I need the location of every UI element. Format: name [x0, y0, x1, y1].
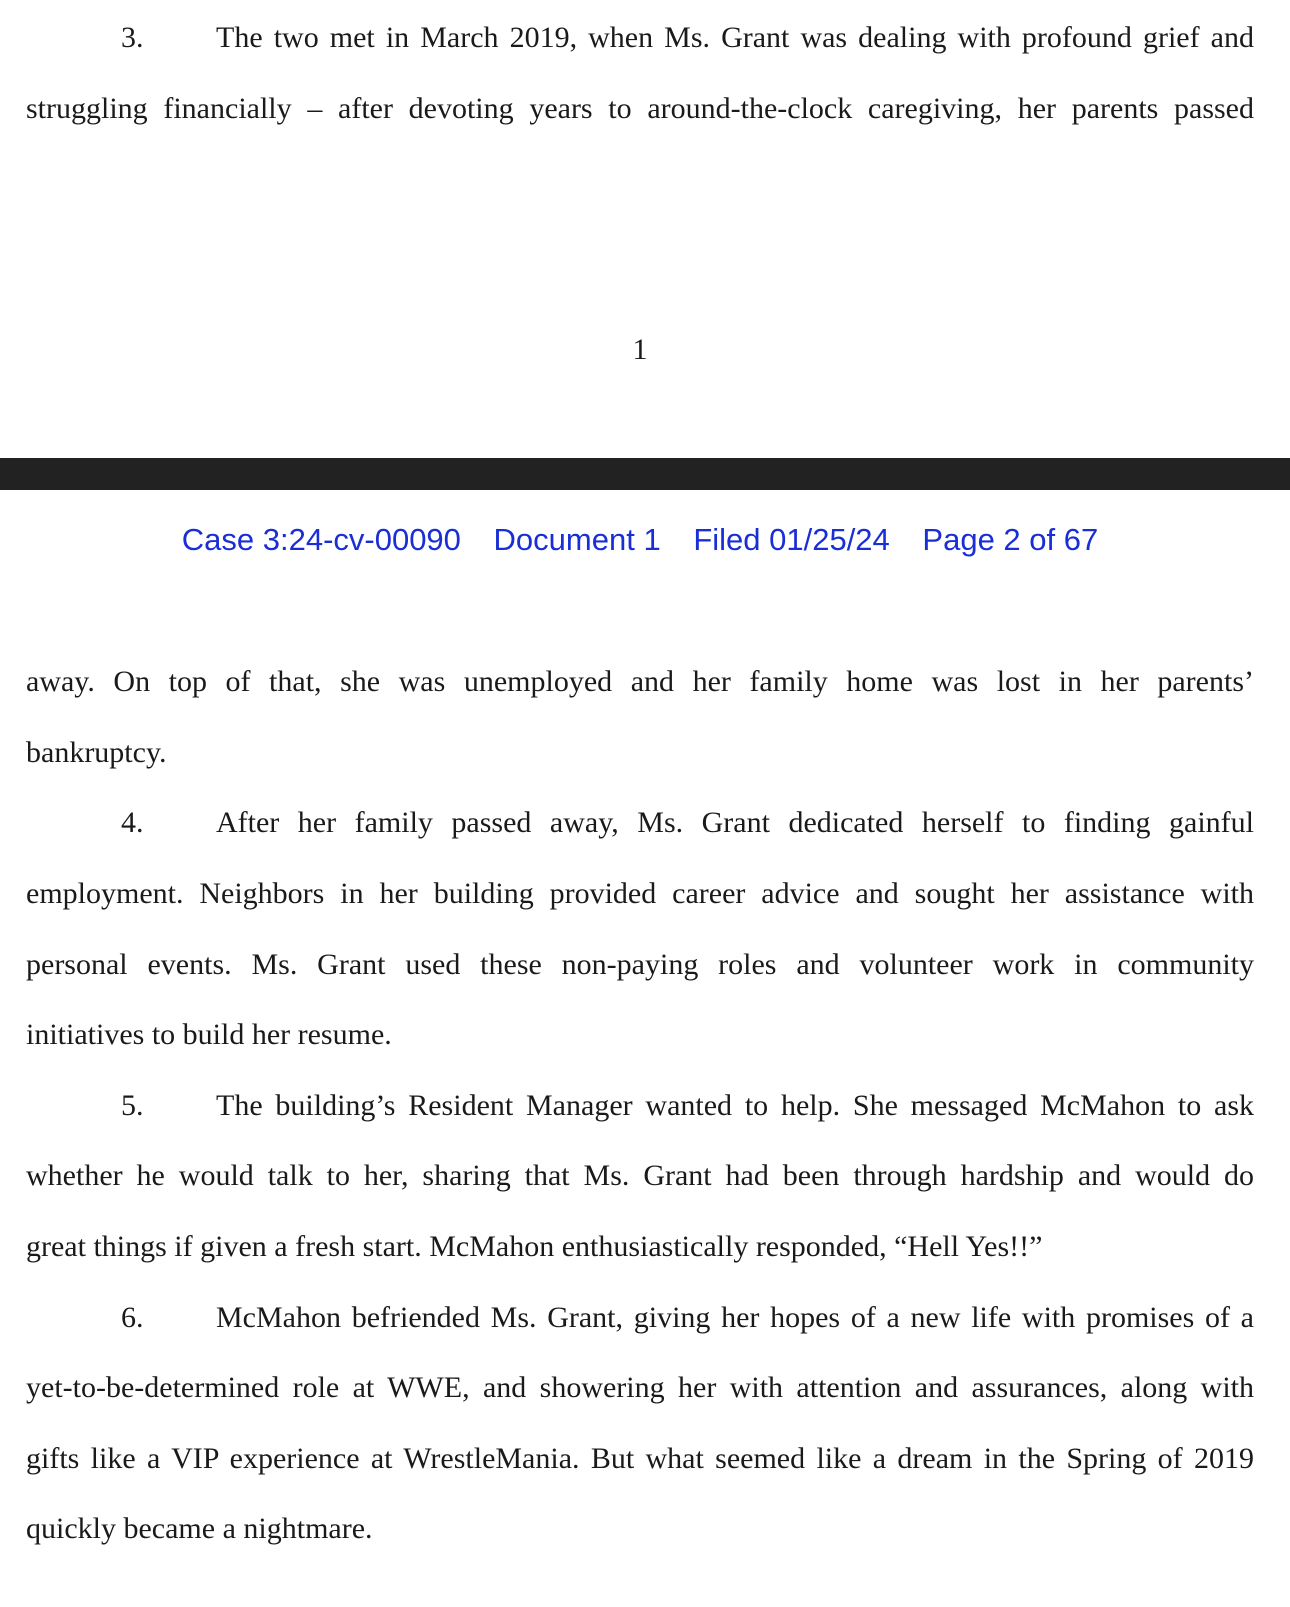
page-count: Page 2 of 67: [922, 522, 1099, 557]
paragraph-6-first-text: McMahon befriended Ms. Grant, giving her hopes of a new life with promises of a: [216, 1301, 1254, 1334]
continuation-line-1: away. On top of that, she was unemployed and her family home was lost in her parents’: [26, 665, 1254, 698]
paragraph-4-number: 4.: [121, 806, 144, 839]
paragraph-4-line-4: initiatives to build her resume.: [26, 1018, 392, 1051]
case-number: Case 3:24-cv-00090: [181, 522, 461, 557]
filed-date: Filed 01/25/24: [693, 522, 890, 557]
case-header: [0, 520, 1280, 560]
paragraph-5-first-text: The building’s Resident Manager wanted to help. She messaged McMahon to ask: [216, 1089, 1254, 1122]
document-number: Document 1: [493, 522, 661, 557]
paragraph-6-line-4: quickly became a nightmare.: [26, 1512, 373, 1545]
paragraph-6-number: 6.: [121, 1301, 144, 1334]
paragraph-5-line-2: whether he would talk to her, sharing that Ms. Grant had been through hardship and would do: [26, 1159, 1254, 1192]
paragraph-6-line-3: gifts like a VIP experience at WrestleMania. But what seemed like a dream in the Spring of 2019: [26, 1442, 1254, 1475]
paragraph-4-first-text: After her family passed away, Ms. Grant dedicated herself to finding gainful: [216, 806, 1254, 839]
paragraph-6-line-2: yet-to-be-determined role at WWE, and showering her with attention and assurances, along with: [26, 1371, 1254, 1404]
page-separator: [0, 458, 1290, 490]
paragraph-4-line-2: employment. Neighbors in her building provided career advice and sought her assistance with: [26, 877, 1254, 910]
paragraph-5-line-3: great things if given a fresh start. McMahon enthusiastically responded, “Hell Yes!!”: [26, 1230, 1043, 1263]
page-number: 1: [632, 333, 648, 366]
continuation-line-2: bankruptcy.: [26, 736, 167, 769]
paragraph-5-number: 5.: [121, 1089, 144, 1122]
page-1-section: [0, 0, 1290, 458]
paragraph-3-line-2: struggling financially – after devoting years to around-the-clock caregiving, her parents passed: [26, 92, 1254, 125]
paragraph-4-line-3: personal events. Ms. Grant used these non-paying roles and volunteer work in community: [26, 948, 1254, 981]
paragraph-3-number: 3.: [121, 21, 144, 54]
paragraph-3-first-text: The two met in March 2019, when Ms. Grant was dealing with profound grief and: [216, 21, 1254, 54]
